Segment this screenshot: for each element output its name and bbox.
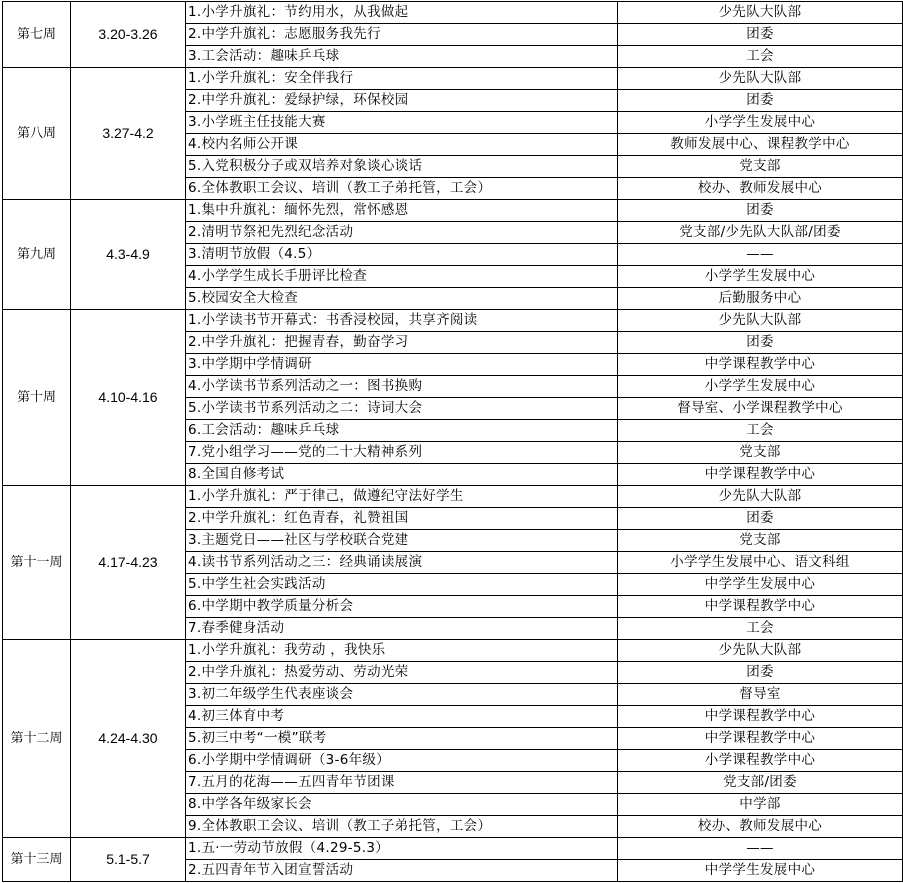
activity-cell[interactable]: 5.校园安全大检查 [186, 288, 618, 310]
department-cell[interactable]: 中学学生发展中心 [618, 574, 903, 596]
department-cell[interactable]: 工会 [618, 618, 903, 640]
department-cell[interactable]: 工会 [618, 46, 903, 68]
activity-cell[interactable]: 1.小学升旗礼：我劳动 ，我快乐 [186, 640, 618, 662]
activity-cell[interactable]: 1.小学升旗礼：安全伴我行 [186, 68, 618, 90]
table-row [3, 310, 903, 332]
department-cell[interactable]: 少先队大队部 [618, 68, 903, 90]
date-range-cell[interactable]: 4.24-4.30 [71, 640, 186, 838]
department-cell[interactable]: 校办、教师发展中心 [618, 816, 903, 838]
department-cell[interactable]: 中学部 [618, 794, 903, 816]
schedule-table [2, 1, 903, 882]
activity-cell[interactable]: 2.中学升旗礼：爱绿护绿，环保校园 [186, 90, 618, 112]
activity-cell[interactable]: 4.校内名师公开课 [186, 134, 618, 156]
department-cell[interactable]: 校办、教师发展中心 [618, 178, 903, 200]
department-cell[interactable]: 小学学生发展中心、语文科组 [618, 552, 903, 574]
activity-cell[interactable]: 3.工会活动：趣味乒乓球 [186, 46, 618, 68]
activity-cell[interactable]: 3.主题党日——社区与学校联合党建 [186, 530, 618, 552]
activity-cell[interactable]: 6.小学期中学情调研（3-6年级） [186, 750, 618, 772]
activity-cell[interactable]: 8.中学各年级家长会 [186, 794, 618, 816]
activity-cell[interactable]: 7.五月的花海——五四青年节团课 [186, 772, 618, 794]
activity-cell[interactable]: 5.中学生社会实践活动 [186, 574, 618, 596]
activity-cell[interactable]: 6.中学期中教学质量分析会 [186, 596, 618, 618]
activity-cell[interactable]: 1.五·一劳动节放假（4.29-5.3） [186, 838, 618, 860]
activity-cell[interactable]: 1.集中升旗礼：缅怀先烈，常怀感恩 [186, 200, 618, 222]
week-cell[interactable]: 第十二周 [3, 640, 71, 838]
activity-cell[interactable]: 4.小学读书节系列活动之一：图书换购 [186, 376, 618, 398]
activity-cell[interactable]: 4.小学学生成长手册评比检查 [186, 266, 618, 288]
department-cell[interactable]: 少先队大队部 [618, 640, 903, 662]
department-cell[interactable]: 后勤服务中心 [618, 288, 903, 310]
department-cell[interactable]: 党支部 [618, 156, 903, 178]
week-cell[interactable]: 第十三周 [3, 838, 71, 882]
activity-cell[interactable]: 5.入党积极分子或双培养对象谈心谈话 [186, 156, 618, 178]
department-cell[interactable]: 小学课程教学中心 [618, 750, 903, 772]
date-range-cell[interactable]: 4.17-4.23 [71, 486, 186, 640]
activity-cell[interactable]: 3.中学期中学情调研 [186, 354, 618, 376]
department-cell[interactable]: 少先队大队部 [618, 310, 903, 332]
department-cell[interactable]: 中学课程教学中心 [618, 728, 903, 750]
department-cell[interactable]: 少先队大队部 [618, 486, 903, 508]
activity-cell[interactable]: 9.全体教职工会议、培训（教工子弟托管，工会） [186, 816, 618, 838]
table-row [3, 200, 903, 222]
activity-cell[interactable]: 1.小学升旗礼：严于律己，做遵纪守法好学生 [186, 486, 618, 508]
date-range-cell[interactable]: 4.10-4.16 [71, 310, 186, 486]
date-range-cell[interactable]: 3.27-4.2 [71, 68, 186, 200]
department-cell[interactable]: —— [618, 838, 903, 860]
activity-cell[interactable]: 2.中学升旗礼：红色青春，礼赞祖国 [186, 508, 618, 530]
department-cell[interactable]: 小学学生发展中心 [618, 376, 903, 398]
department-cell[interactable]: 团委 [618, 332, 903, 354]
department-cell[interactable]: 小学学生发展中心 [618, 112, 903, 134]
week-cell[interactable]: 第十一周 [3, 486, 71, 640]
department-cell[interactable]: 团委 [618, 508, 903, 530]
department-cell[interactable]: 团委 [618, 662, 903, 684]
department-cell[interactable]: 中学课程教学中心 [618, 596, 903, 618]
department-cell[interactable]: 督导室 [618, 684, 903, 706]
week-cell[interactable]: 第九周 [3, 200, 71, 310]
department-cell[interactable]: 团委 [618, 200, 903, 222]
activity-cell[interactable]: 6.全体教职工会议、培训（教工子弟托管，工会） [186, 178, 618, 200]
date-range-cell[interactable]: 3.20-3.26 [71, 2, 186, 68]
activity-cell[interactable]: 8.全国自修考试 [186, 464, 618, 486]
department-cell[interactable]: 少先队大队部 [618, 2, 903, 24]
department-cell[interactable]: 工会 [618, 420, 903, 442]
activity-cell[interactable]: 4.初三体育中考 [186, 706, 618, 728]
week-cell[interactable]: 第七周 [3, 2, 71, 68]
activity-cell[interactable]: 4.读书节系列活动之三：经典诵读展演 [186, 552, 618, 574]
department-cell[interactable]: 党支部 [618, 530, 903, 552]
week-cell[interactable]: 第十周 [3, 310, 71, 486]
table-row [3, 486, 903, 508]
department-cell[interactable]: 教师发展中心、课程教学中心 [618, 134, 903, 156]
schedule-body [3, 2, 903, 882]
table-row [3, 838, 903, 860]
activity-cell[interactable]: 5.初三中考“一模”联考 [186, 728, 618, 750]
activity-cell[interactable]: 6.工会活动：趣味乒乓球 [186, 420, 618, 442]
activity-cell[interactable]: 3.小学班主任技能大赛 [186, 112, 618, 134]
date-range-cell[interactable]: 4.3-4.9 [71, 200, 186, 310]
activity-cell[interactable]: 2.中学升旗礼：热爱劳动、劳动光荣 [186, 662, 618, 684]
activity-cell[interactable]: 1.小学升旗礼：节约用水，从我做起 [186, 2, 618, 24]
activity-cell[interactable]: 3.清明节放假（4.5） [186, 244, 618, 266]
department-cell[interactable]: —— [618, 244, 903, 266]
department-cell[interactable]: 小学学生发展中心 [618, 266, 903, 288]
activity-cell[interactable]: 5.小学读书节系列活动之二：诗词大会 [186, 398, 618, 420]
week-cell[interactable]: 第八周 [3, 68, 71, 200]
department-cell[interactable]: 中学学生发展中心 [618, 860, 903, 882]
activity-cell[interactable]: 3.初二年级学生代表座谈会 [186, 684, 618, 706]
activity-cell[interactable]: 2.清明节祭祀先烈纪念活动 [186, 222, 618, 244]
department-cell[interactable]: 团委 [618, 90, 903, 112]
department-cell[interactable]: 党支部/团委 [618, 772, 903, 794]
department-cell[interactable]: 团委 [618, 24, 903, 46]
activity-cell[interactable]: 2.五四青年节入团宣誓活动 [186, 860, 618, 882]
activity-cell[interactable]: 2.中学升旗礼：志愿服务我先行 [186, 24, 618, 46]
activity-cell[interactable]: 7.春季健身活动 [186, 618, 618, 640]
date-range-cell[interactable]: 5.1-5.7 [71, 838, 186, 882]
department-cell[interactable]: 中学课程教学中心 [618, 464, 903, 486]
table-row [3, 2, 903, 24]
table-row [3, 640, 903, 662]
activity-cell[interactable]: 7.党小组学习——党的二十大精神系列 [186, 442, 618, 464]
department-cell[interactable]: 中学课程教学中心 [618, 354, 903, 376]
department-cell[interactable]: 党支部 [618, 442, 903, 464]
activity-cell[interactable]: 1.小学读书节开幕式：书香浸校园，共享齐阅读 [186, 310, 618, 332]
department-cell[interactable]: 党支部/少先队大队部/团委 [618, 222, 903, 244]
department-cell[interactable]: 督导室、小学课程教学中心 [618, 398, 903, 420]
activity-cell[interactable]: 2.中学升旗礼：把握青春，勤奋学习 [186, 332, 618, 354]
department-cell[interactable]: 中学课程教学中心 [618, 706, 903, 728]
table-row [3, 68, 903, 90]
